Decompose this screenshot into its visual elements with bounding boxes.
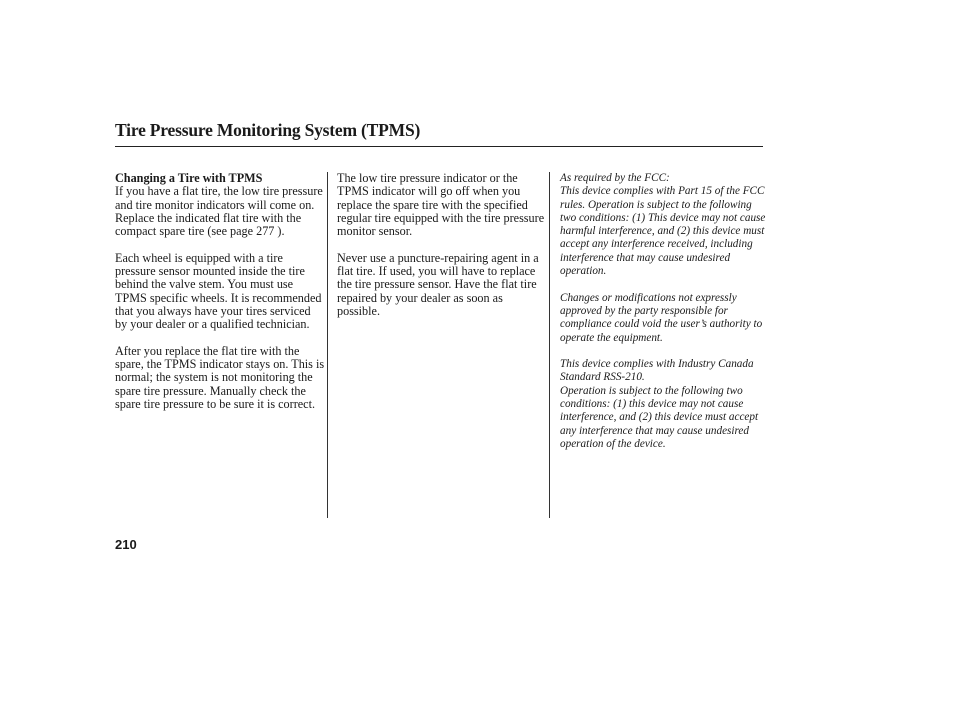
page-number: 210 <box>115 537 137 552</box>
indicator-paragraph: The low tire pressure indicator or the TPMS indicator will go off when you replace the spare tire with the specified regular tire equipped with the tire pressure monitor sensor. <box>337 171 545 239</box>
title-divider <box>115 146 763 147</box>
column-1 <box>115 172 325 425</box>
section-2-paragraph: Each wheel is equipped with a tire pressure sensor mounted inside the tire behind the valve stem. You must use TPMS specific wheels. It is recommended that you always have your tires serviced by your dealer or a qualified technician. <box>115 250 322 332</box>
column-divider-2 <box>549 172 550 518</box>
section-1-paragraph <box>115 172 325 238</box>
column-2 <box>337 172 547 332</box>
column-3 <box>560 172 766 465</box>
section-heading: Changing a Tire with TPMS <box>115 171 263 185</box>
section-3-paragraph: After you replace the flat tire with the spare, the TPMS indicator stays on. This is normal; the system is not monitoring the spare tire pressure. Manually check the spare tire pressure to be sure it is correct. <box>115 343 325 412</box>
modifications-paragraph: Changes or modifications not expressly approved by the party responsible for compliance could void the user’s authority to operate the equipment. <box>560 291 763 344</box>
industry-canada-paragraph: This device complies with Industry Canada Standard RSS-210. Operation is subject to the following two conditions: (1) this device may not cause interference, and (2) this device must accept any interference that may cause undesired operation of the device. <box>560 358 759 450</box>
repair-agent-paragraph: Never use a puncture-repairing agent in a flat tire. If used, you will have to replace the tire pressure sensor. Have the flat tire repaired by your dealer as soon as possible. <box>337 250 539 318</box>
page-title: Tire Pressure Monitoring System (TPMS) <box>115 120 421 140</box>
fcc-paragraph: As required by the FCC: This device complies with Part 15 of the FCC rules. Operation is subject to the following two conditions: (1) This device may not cause harmful interference, and (2) this device must accept any interference received, including interference that may cause undesired operation. <box>560 172 766 278</box>
column-divider-1 <box>327 172 328 518</box>
paragraph-text: If you have a flat tire, the low tire pressure and tire monitor indicators will come on. Replace the indicated flat tire with the compact spare tire (see page 277 ). <box>115 184 323 239</box>
